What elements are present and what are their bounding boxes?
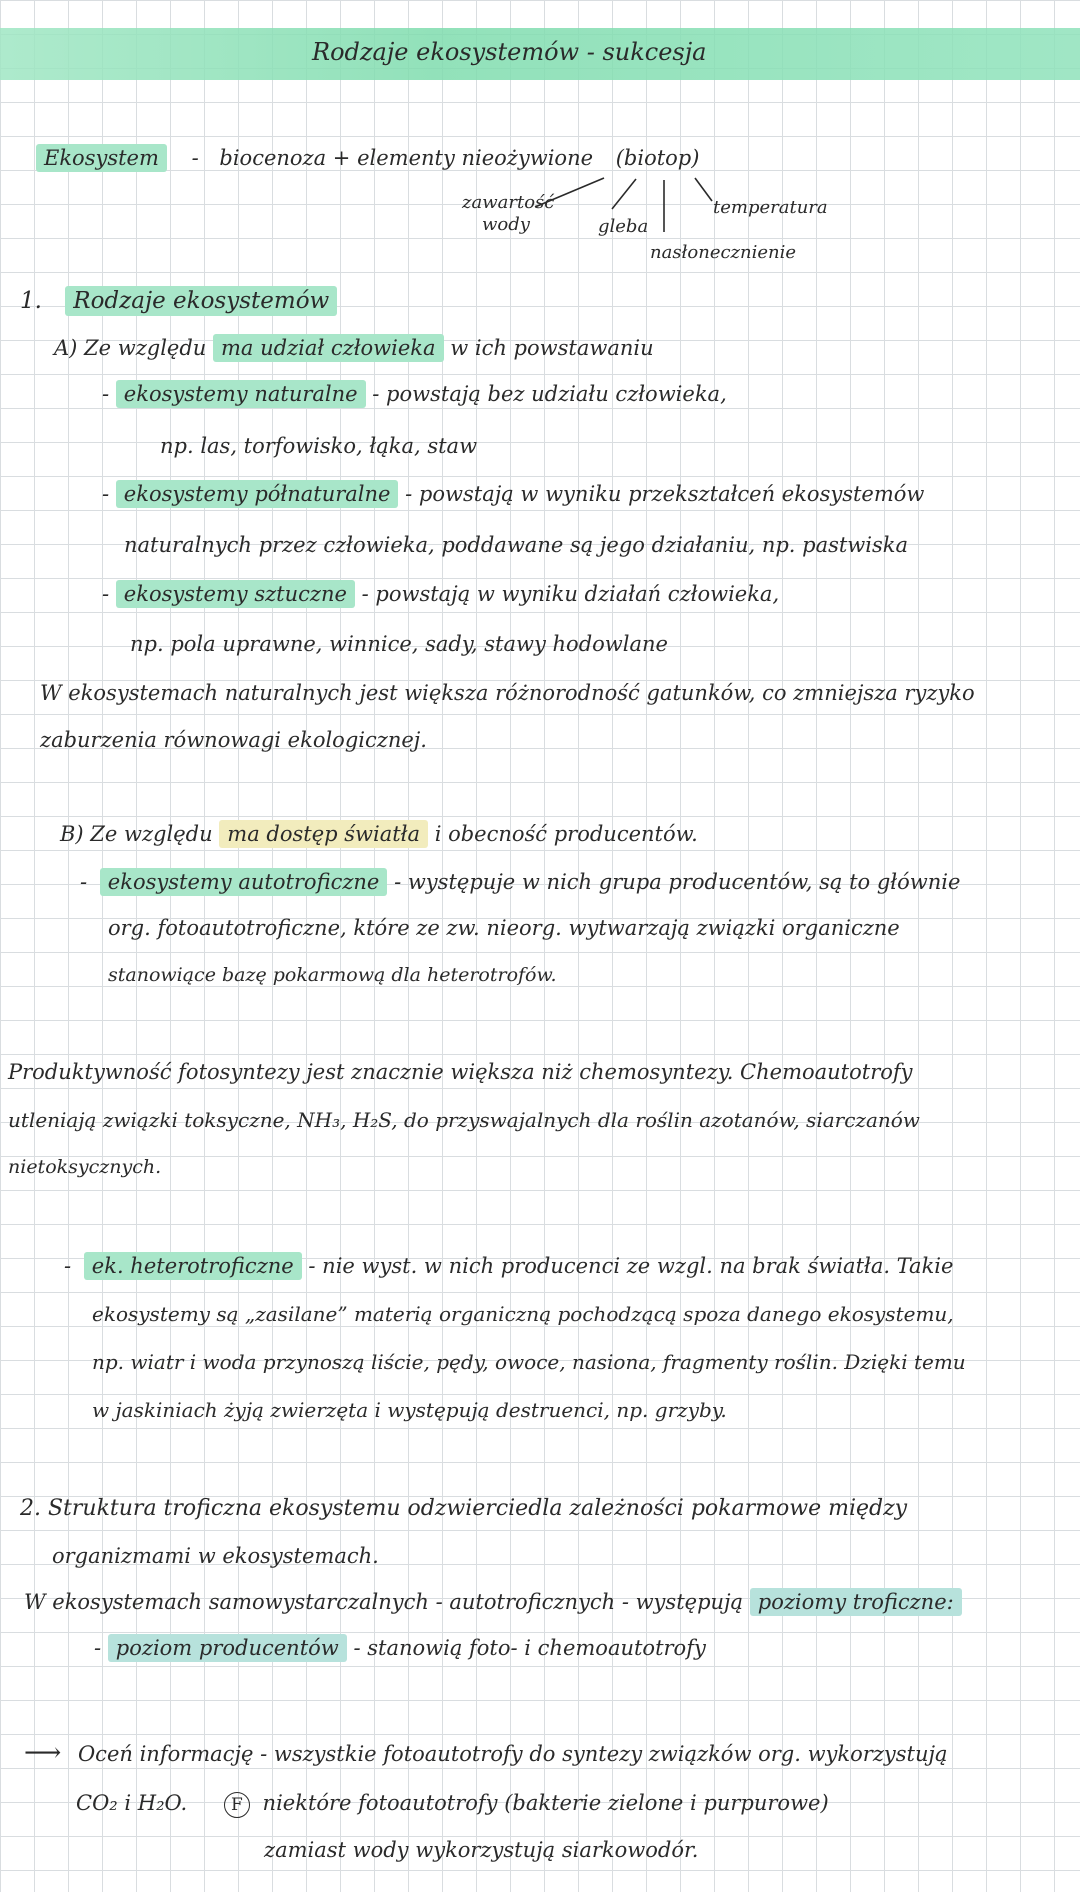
branch-gleba: gleba xyxy=(598,216,649,237)
biotop-label: (biotop) xyxy=(615,146,700,170)
item-naturalne-dash: - xyxy=(102,382,110,406)
hetero-line4: w jaskiniach żyją zwierzęta i występują destruenci, np. grzyby. xyxy=(92,1398,727,1422)
term-poziom-producentow: poziom producentów xyxy=(108,1634,347,1662)
term-poziomy-troficzne: poziomy troficzne: xyxy=(750,1588,962,1616)
section-b-intro-pre: B) Ze względu xyxy=(60,822,213,846)
verdict-wrap xyxy=(224,1791,263,1815)
item-polnaturalne-line2: naturalnych przez człowieka, poddawane są jego działaniu, np. pastwiska xyxy=(124,533,909,557)
assessment-formula: CO₂ i H₂O. xyxy=(76,1791,188,1815)
productivity-line3: nietoksycznych. xyxy=(8,1156,162,1178)
term-heterotroficzne: ek. heterotroficzne xyxy=(84,1252,302,1280)
section2-line1: 2. Struktura troficzna ekosystemu odzwierciedla zależności pokarmowe między xyxy=(20,1496,908,1521)
level-desc: - stanowią foto- i chemoautotrofy xyxy=(353,1636,706,1660)
section-b-highlight: ma dostęp światła xyxy=(219,820,428,848)
item-polnaturalne-desc: - powstają w wyniku przekształceń ekosystemów xyxy=(405,482,925,506)
branch-naslonecznienie: nasłonecznienie xyxy=(650,242,797,263)
item-polnaturalne-dash: - xyxy=(102,482,110,506)
item-sztuczne-dash: - xyxy=(102,582,110,606)
branch-zawartosc: zawartość xyxy=(462,192,555,213)
branch-wody: wody xyxy=(482,214,530,235)
verdict-false-icon: F xyxy=(224,1792,250,1818)
autotroph-desc: - występuje w nich grupa producentów, są to głównie xyxy=(394,870,961,894)
autotroph-line1 xyxy=(80,872,960,893)
level-dash: - xyxy=(94,1636,102,1660)
section2-line3 xyxy=(24,1592,962,1613)
autotroph-dash: - xyxy=(80,870,88,894)
branch-temperatura: temperatura xyxy=(713,197,828,218)
assessment-line3: zamiast wody wykorzystują siarkowodór. xyxy=(264,1838,699,1862)
productivity-line2: utleniają związki toksyczne, NH₃, H₂S, do przyswajalnych dla roślin azotanów, siarczanów xyxy=(8,1108,920,1132)
hetero-line3: np. wiatr i woda przynoszą liście, pędy, owoce, nasiona, fragmenty roślin. Dzięki temu xyxy=(92,1350,966,1374)
definition-formula: biocenoza + elementy nieożywione xyxy=(219,146,594,170)
hetero-desc: - nie wyst. w nich producenci ze wzgl. na brak światła. Takie xyxy=(308,1254,954,1278)
term-naturalne: ekosystemy naturalne xyxy=(116,380,366,408)
autotroph-line2: org. fotoautotroficzne, które ze zw. nieorg. wytwarzają związki organiczne xyxy=(108,916,900,940)
section-a-intro xyxy=(54,338,654,359)
term-polnaturalne: ekosystemy półnaturalne xyxy=(116,480,399,508)
term-sztuczne: ekosystemy sztuczne xyxy=(116,580,355,608)
term-ekosystem: Ekosystem xyxy=(36,144,167,172)
section-a-highlight: ma udział człowieka xyxy=(213,334,444,362)
section1-heading: Rodzaje ekosystemów xyxy=(65,286,337,316)
assessment-line2 xyxy=(76,1792,829,1818)
autotroph-line3: stanowiące bazę pokarmową dla heterotrofów. xyxy=(108,964,557,986)
item-naturalne-desc: - powstają bez udziału człowieka, xyxy=(372,382,727,406)
section1-number: 1. xyxy=(20,288,42,314)
section2-line3-pre: W ekosystemach samowystarczalnych - autotroficznych - występują xyxy=(24,1590,744,1614)
note-line2: zaburzenia równowagi ekologicznej. xyxy=(40,728,427,752)
level-producers-line xyxy=(94,1638,706,1659)
item-sztuczne-line2: np. pola uprawne, winnice, sady, stawy hodowlane xyxy=(130,632,668,656)
hetero-line2: ekosystemy są „zasilane” materią organiczną pochodzącą spoza danego ekosystemu, xyxy=(92,1302,954,1326)
section-a-intro-post: w ich powstawaniu xyxy=(450,336,654,360)
arrow-right-icon: ⟶ xyxy=(24,1738,62,1768)
biotop-branch-lines xyxy=(0,0,1080,263)
hetero-dash: - xyxy=(64,1254,72,1278)
hetero-line1 xyxy=(64,1256,953,1277)
page-title: Rodzaje ekosystemów - sukcesja xyxy=(312,38,707,66)
item-sztuczne-line1 xyxy=(102,584,779,605)
item-naturalne-line1 xyxy=(102,384,727,405)
definition-dash: - xyxy=(191,146,199,170)
assessment-line1 xyxy=(24,1740,948,1766)
note-line1: W ekosystemach naturalnych jest większa różnorodność gatunków, co zmniejsza ryzyko xyxy=(40,681,975,705)
item-sztuczne-desc: - powstają w wyniku działań człowieka, xyxy=(361,582,780,606)
section1-heading-line xyxy=(20,290,337,313)
productivity-line1: Produktywność fotosyntezy jest znacznie większa niż chemosyntezy. Chemoautotrofy xyxy=(8,1060,913,1084)
item-polnaturalne-line1 xyxy=(102,484,924,505)
assessment-answer: niektóre fotoautotrofy (bakterie zielone i purpurowe) xyxy=(262,1791,829,1815)
assessment-question: Oceń informację - wszystkie fotoautotrofy do syntezy związków org. wykorzystują xyxy=(77,1742,948,1766)
section2-line2: organizmami w ekosystemach. xyxy=(52,1544,379,1568)
section-a-intro-pre: A) Ze względu xyxy=(54,336,207,360)
item-naturalne-line2: np. las, torfowisko, łąka, staw xyxy=(160,434,478,458)
term-autotroficzne: ekosystemy autotroficzne xyxy=(100,868,388,896)
section-b-intro xyxy=(60,824,698,845)
section-b-intro-post: i obecność producentów. xyxy=(434,822,698,846)
